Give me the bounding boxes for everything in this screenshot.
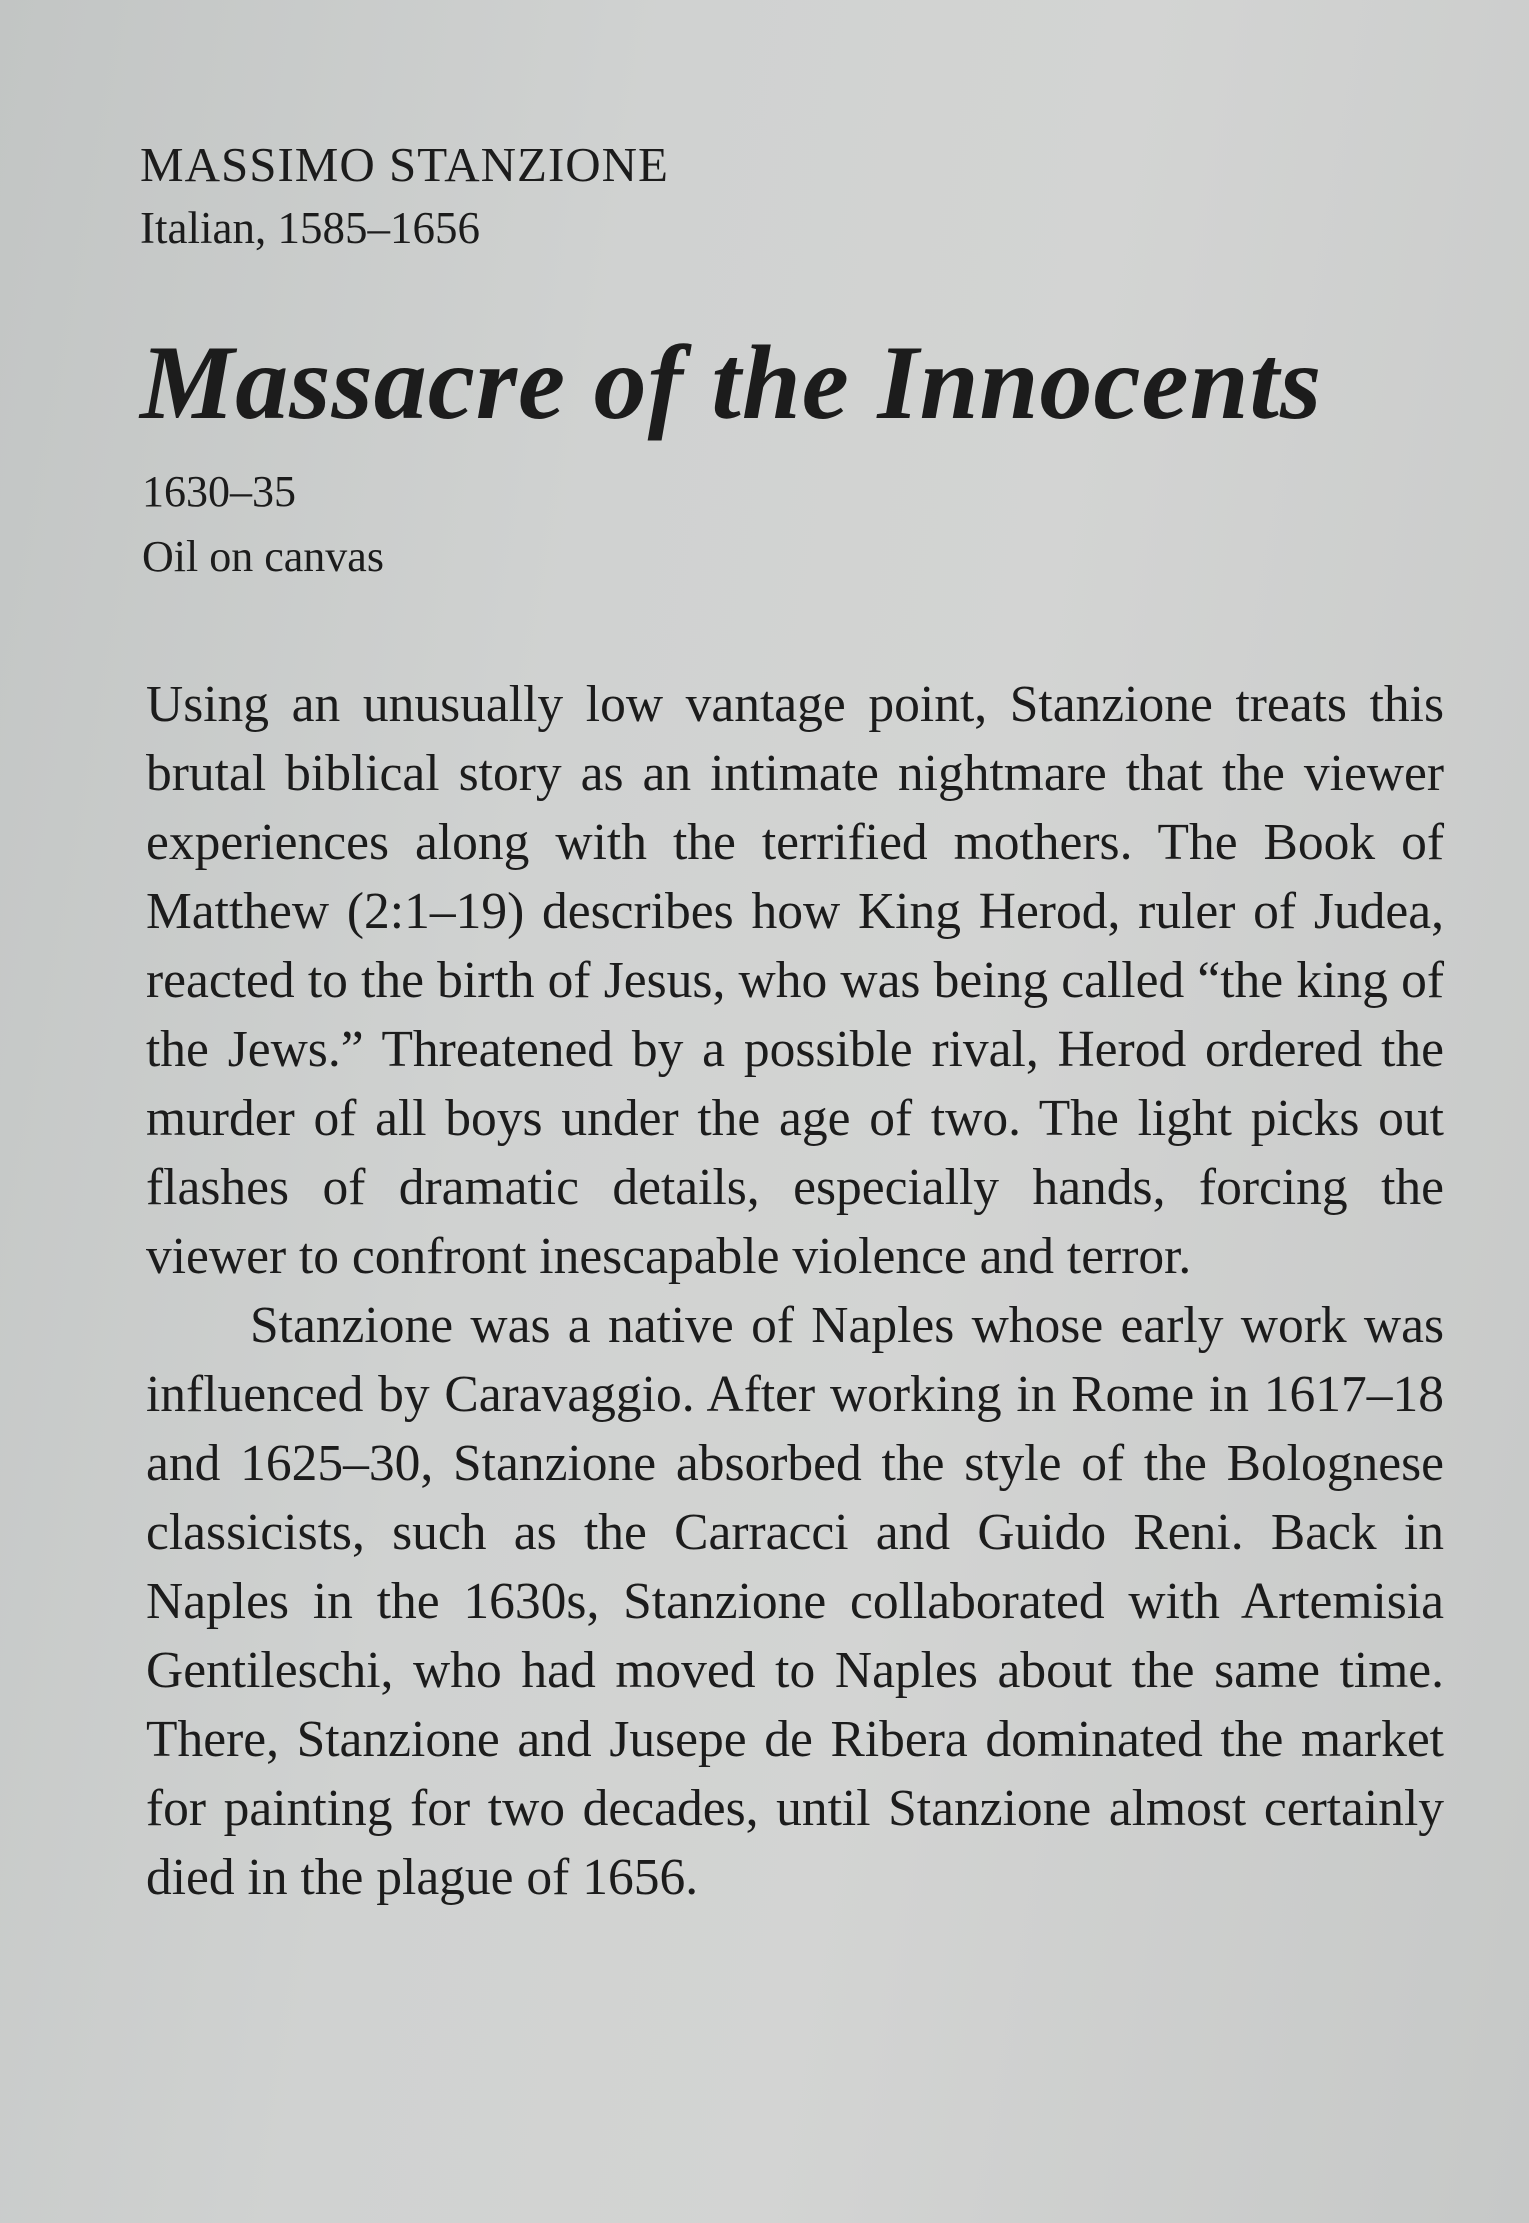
artwork-description — [146, 670, 1444, 1912]
artwork-date: 1630–35 — [142, 467, 296, 516]
description-paragraph: Using an unusually low vantage point, Stanzione treats this brutal biblical story as an intimate nightmare that the viewer experiences along with the terrified mothers. The Book of Matthew (2:1–19) describes how King Herod, ruler of Judea, reacted to the birth of Jesus, who was being called “the king of the Jews.” Threatened by a possible rival, Herod ordered the murder of all boys under the age of two. The light picks out flashes of dramatic details, especially hands, forcing the viewer to confront inescapable violence and terror. — [146, 676, 1444, 1285]
artwork-medium: Oil on canvas — [142, 532, 384, 581]
artwork-title: Massacre of the Innocents — [140, 324, 1323, 441]
artist-nationality-dates: Italian, 1585–1656 — [140, 203, 480, 253]
description-paragraph: Stanzione was a native of Naples whose early work was influenced by Caravaggio. After working in Rome in 1617–18 and 1625–30, Stanzione absorbed the style of the Bolognese classicists, such as the Carracci and Guido Reni. Back in Naples in the 1630s, Stanzione collaborated with Artemisia Gentileschi, who had moved to Naples about the same time. There, Stanzione and Jusepe de Ribera dominated the market for painting for two decades, until Stanzione almost certainly died in the plague of 1656. — [146, 1297, 1444, 1906]
artist-name: MASSIMO STANZIONE — [140, 137, 669, 192]
